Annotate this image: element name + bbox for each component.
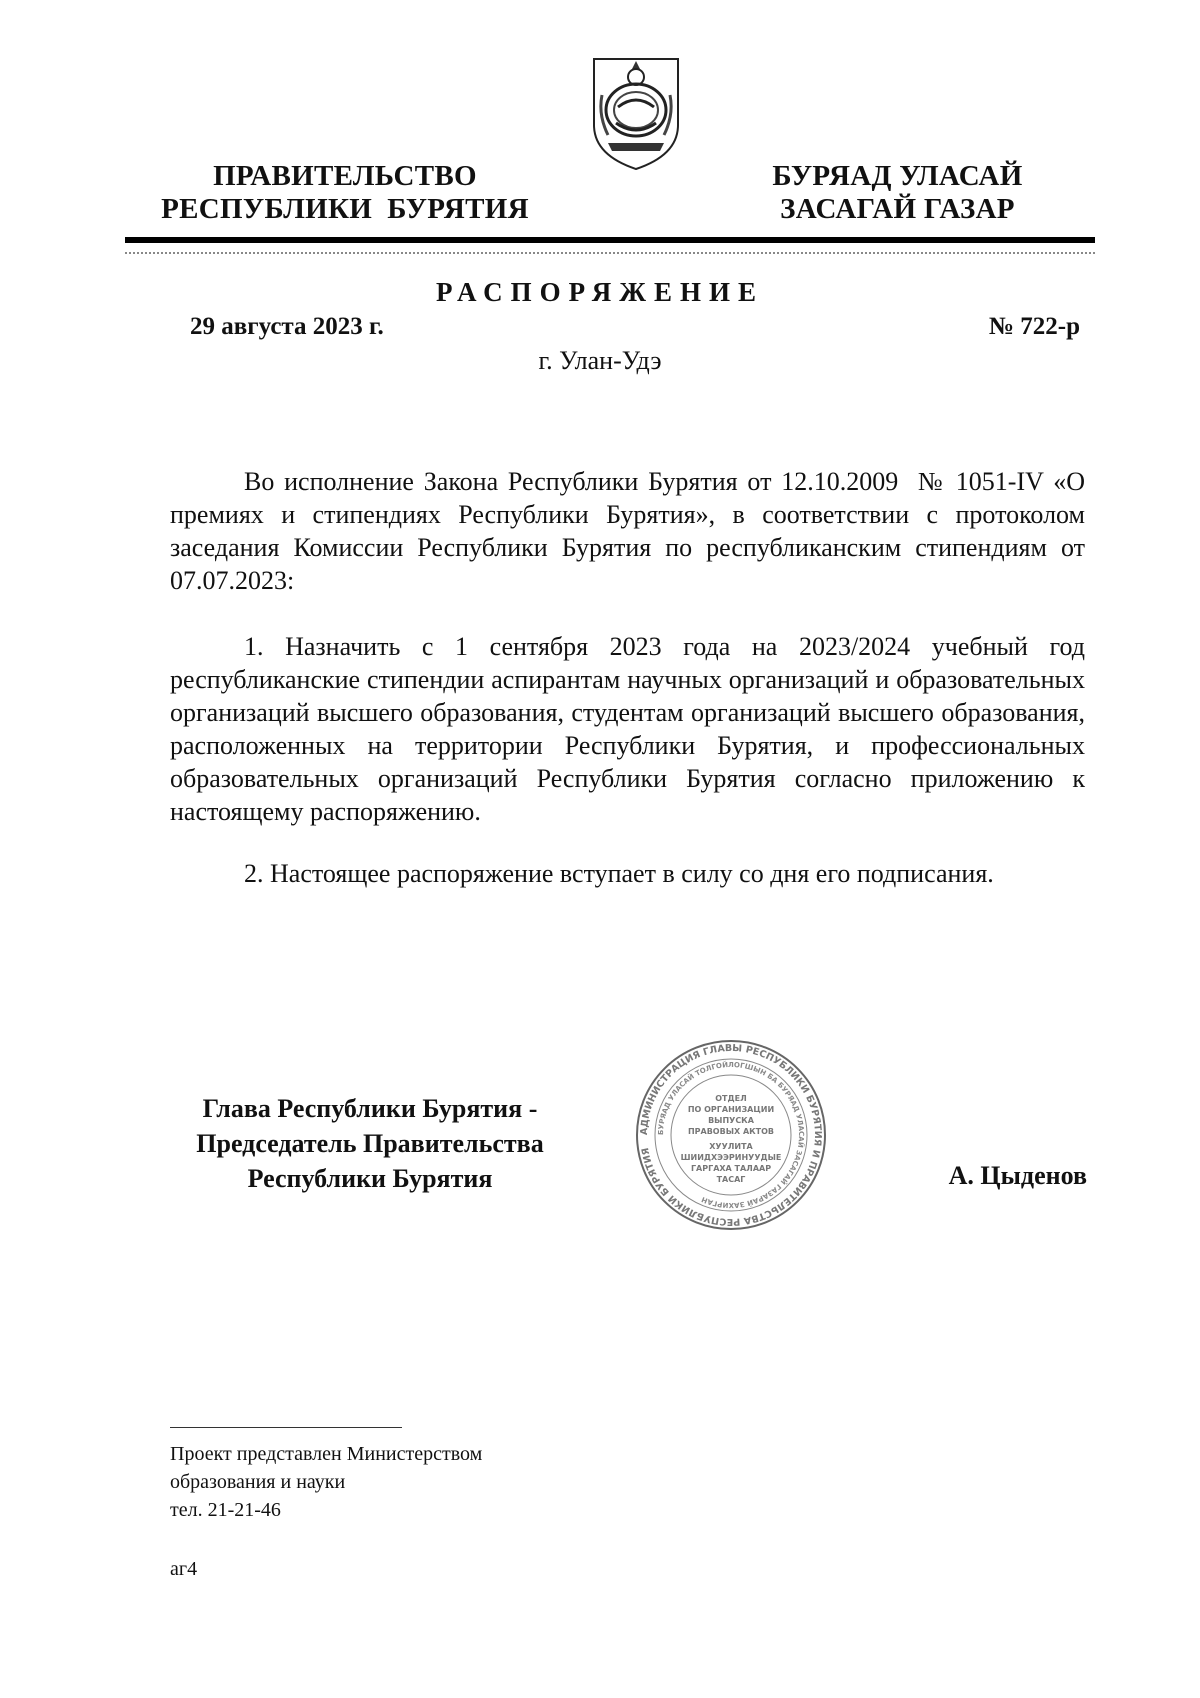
header-left-line1: ПРАВИТЕЛЬСТВО <box>213 160 477 192</box>
official-seal <box>635 1039 827 1231</box>
seal-center-bua-4: ТАСАГ <box>716 1175 746 1184</box>
header-divider-thick <box>125 237 1095 243</box>
seal-center-ru-1: ОТДЕЛ <box>715 1094 747 1103</box>
item-1-paragraph: 1. Назначить с 1 сентября 2023 года на 2023/2024 учебный год республиканские стипендии аспирантам научных организаций и образовательных организаций высшего образования, студентам организаций высшего образования, расположенных на территории Республики Бурятия, и профессиональных образовательных организаций Республики Бурятия согласно приложению к настоящему распоряжению. <box>170 632 1085 826</box>
header-right-line2: ЗАСАГАЙ ГАЗАР <box>780 193 1015 225</box>
seal-center-ru-3: ВЫПУСКА <box>708 1116 754 1125</box>
document-date: 29 августа 2023 г. <box>190 313 384 340</box>
footer-line2: образования и науки <box>170 1471 346 1493</box>
seal-center-bua-2: ШИИДХЭЭРИНУУДЫЕ <box>680 1153 782 1162</box>
document-type: РАСПОРЯЖЕНИЕ <box>435 277 765 307</box>
footer-divider <box>170 1427 402 1428</box>
footer-line3: тел. 21-21-46 <box>170 1499 281 1521</box>
signatory-title-line1: Глава Республики Бурятия - <box>202 1094 538 1123</box>
header-right <box>745 160 1050 226</box>
document-number: № 722-р <box>988 313 1080 340</box>
header-divider-thin <box>125 252 1095 254</box>
signatory-title-line2: Председатель Правительства <box>196 1129 544 1158</box>
document-city: г. Улан-Удэ <box>538 346 662 375</box>
seal-center-bua-1: ХУУЛИТА <box>709 1142 753 1151</box>
preamble-paragraph: Во исполнение Закона Республики Бурятия от 12.10.2009 № 1051-IV «О премиях и стипендиях Республики Бурятия», в соответствии с протоколом заседания Комиссии Республики Бурятия по республиканским стипендиям от 07.07.2023: <box>170 467 1092 595</box>
header-left-line2: РЕСПУБЛИКИ БУРЯТИЯ <box>161 193 529 225</box>
header-left <box>150 160 540 226</box>
document-code: аг4 <box>170 1558 198 1580</box>
seal-outer-text: АДМИНИСТРАЦИЯ ГЛАВЫ РЕСПУБЛИКИ БУРЯТИЯ И ПРАВИТЕЛЬСТВА РЕСПУБЛИКИ БУРЯТИЯ <box>638 1042 824 1228</box>
signatory-title <box>165 1091 575 1196</box>
signatory-title-line3: Республики Бурятия <box>247 1164 493 1193</box>
seal-inner-text: БУРЯАД УЛАСАЙ ТОЛГОЙЛОГШЫН БА БУРЯАД УЛАСАЙ ЗАСАГАЙ ГАЗАРАЙ ЗАХИРГАН <box>656 1060 806 1210</box>
seal-center-ru-4: ПРАВОВЫХ АКТОВ <box>687 1127 775 1136</box>
item-2-paragraph: 2. Настоящее распоряжение вступает в силу со дня его подписания. <box>244 859 994 888</box>
header-right-line1: БУРЯАД УЛАСАЙ <box>772 160 1023 192</box>
signatory-name: А. Цыденов <box>948 1161 1087 1190</box>
footer-line1: Проект представлен Министерством <box>170 1443 483 1465</box>
coat-of-arms-emblem <box>588 55 684 173</box>
seal-center-ru-2: ПО ОРГАНИЗАЦИИ <box>687 1105 775 1114</box>
seal-center-bua-3: ГАРГАХА ТАЛААР <box>690 1164 772 1173</box>
footer-note <box>170 1440 482 1524</box>
